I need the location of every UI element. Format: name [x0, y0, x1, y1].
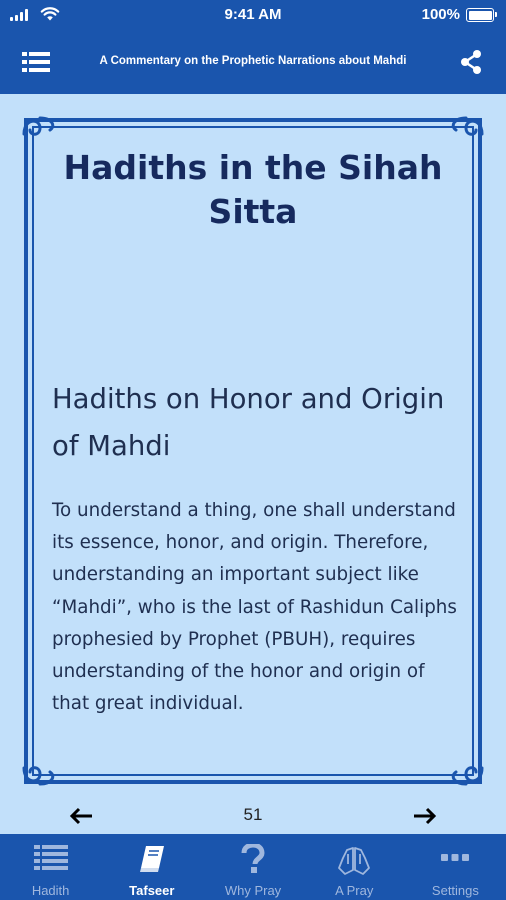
section-title: Hadiths on Honor and Origin of Mahdi [52, 383, 445, 462]
tab-label: Why Pray [224, 883, 282, 898]
more-dots-icon [440, 844, 470, 872]
praying-hands-icon [335, 844, 373, 876]
tab-settings[interactable] [405, 834, 506, 900]
tab-tafseer[interactable] [101, 834, 202, 900]
body-paragraph: To understand a thing, one shall understand its essence, honor, and origin. Therefore, understanding an important subject like “Mahdi”, who is the last of Rashidun Caliphs prophesied by Prophet (PBUH), requires understanding of the honor and origin of that great individual. [52, 500, 457, 715]
status-time: 9:41 AM [224, 6, 282, 23]
header-title: A Commentary on the Prophetic Narrations about Mahdi [99, 55, 407, 67]
tab-label: Hadith [31, 883, 70, 898]
pager [0, 800, 506, 832]
page-number: 51 [243, 805, 263, 824]
battery-percent: 100% [421, 6, 460, 23]
tab-hadith[interactable] [0, 834, 101, 900]
tab-why-pray[interactable] [202, 834, 303, 900]
tab-label: A Pray [335, 883, 374, 898]
arrow-right-icon[interactable] [412, 806, 438, 826]
tab-bar [0, 834, 506, 900]
battery-icon [466, 8, 494, 22]
tab-a-pray[interactable] [304, 834, 405, 900]
chapter-title: Hadiths in the Sihah Sitta [63, 148, 443, 231]
book-icon [137, 844, 167, 874]
share-icon[interactable] [458, 49, 484, 75]
status-bar [0, 0, 506, 30]
question-icon [241, 844, 265, 874]
app-header [0, 30, 506, 94]
tab-label: Settings [431, 883, 479, 898]
list-icon[interactable] [22, 50, 50, 74]
tab-label: Tafseer [129, 883, 175, 898]
list-icon [34, 844, 68, 872]
